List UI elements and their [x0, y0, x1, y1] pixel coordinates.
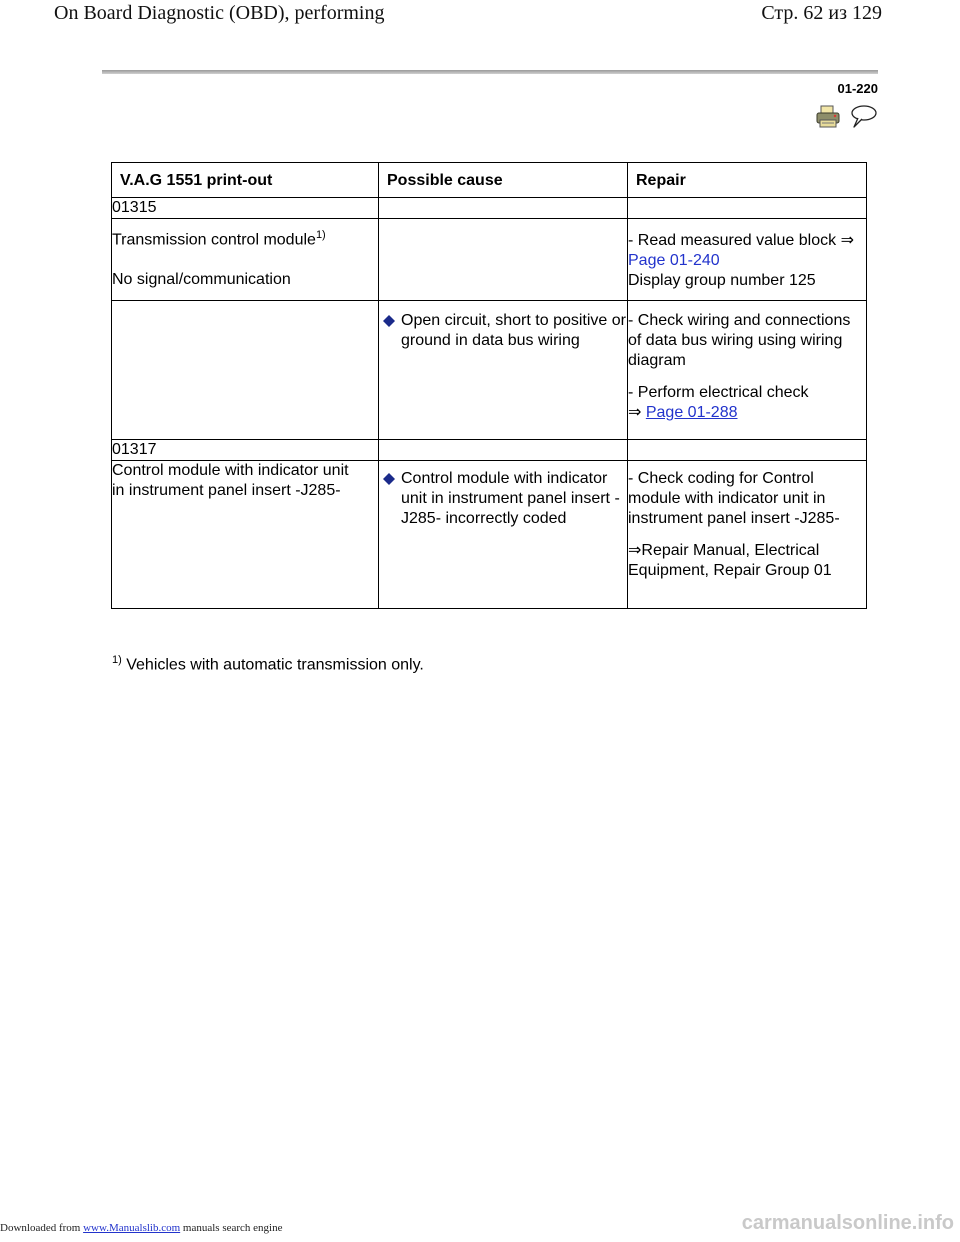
- page-link[interactable]: Page 01-240: [628, 252, 720, 269]
- repair-cell: [628, 301, 867, 440]
- repair-text: - Perform electrical check: [628, 384, 809, 401]
- table-row: [112, 198, 867, 219]
- fault-code-text: 01315: [112, 199, 157, 216]
- download-footer: [0, 1222, 282, 1234]
- diamond-bullet-icon: [383, 473, 395, 485]
- table-row: [112, 219, 867, 301]
- footnote-text: Vehicles with automatic transmission only.: [126, 656, 424, 674]
- footer-text: manuals search engine: [180, 1222, 283, 1234]
- footnote-marker: 1): [112, 654, 122, 666]
- printer-icon[interactable]: [814, 104, 842, 130]
- table-header-row: [112, 163, 867, 198]
- fault-code-table: [111, 162, 867, 609]
- watermark: carmanualsonline.info: [741, 1212, 954, 1234]
- cause-cell: [379, 301, 628, 440]
- fault-description-detail: No signal/communication: [112, 271, 291, 289]
- page-header-title: On Board Diagnostic (OBD), performing: [54, 2, 385, 24]
- repair-reference: Repair Manual, Electrical Equipment, Repair Group 01: [628, 542, 832, 579]
- fault-code: [112, 440, 379, 461]
- empty-cell: [628, 440, 867, 461]
- column-header: Possible cause: [379, 163, 628, 198]
- repair-text: - Check coding for Control module with indicator unit in instrument panel insert -J285-: [628, 470, 840, 527]
- empty-cell: [379, 198, 628, 219]
- empty-cell: [379, 219, 628, 301]
- table-row: [112, 440, 867, 461]
- fault-description-text: Transmission control module: [112, 231, 316, 249]
- cause-text: Control module with indicator unit in instrument panel insert -J285- incorrectly coded: [401, 470, 620, 527]
- document-id: 01-220: [837, 81, 878, 96]
- footnote: [112, 650, 424, 675]
- fault-code: [112, 198, 379, 219]
- cause-cell: [379, 461, 628, 609]
- repair-text: - Check wiring and connections of data bus wiring using wiring diagram: [628, 312, 851, 369]
- arrow-icon: ⇒: [840, 232, 854, 249]
- table-row: [112, 461, 867, 609]
- header-rule: [102, 70, 878, 74]
- fault-code-text: 01317: [112, 441, 157, 458]
- column-header: Repair: [628, 163, 867, 198]
- empty-cell: [628, 198, 867, 219]
- diamond-bullet-icon: [383, 315, 395, 327]
- column-header: V.A.G 1551 print-out: [112, 163, 379, 198]
- footnote-marker: 1): [315, 229, 326, 241]
- empty-cell: [112, 301, 379, 440]
- speech-bubble-icon[interactable]: [848, 104, 876, 130]
- page-link[interactable]: Page 01-288: [645, 404, 738, 421]
- manualslib-link[interactable]: www.Manualslib.com: [83, 1222, 181, 1234]
- arrow-icon: ⇒: [628, 542, 642, 559]
- empty-cell: [379, 440, 628, 461]
- fault-description-text: Control module with indicator unit in instrument panel insert -J285-: [112, 462, 349, 499]
- fault-description: [112, 219, 379, 301]
- repair-cell: [628, 219, 867, 301]
- repair-cell: [628, 461, 867, 609]
- table-row: [112, 301, 867, 440]
- page-counter: Стр. 62 из 129: [761, 2, 882, 24]
- repair-text: Display group number 125: [628, 272, 816, 289]
- toolbar-icons: [814, 104, 884, 130]
- cause-text: Open circuit, short to positive or ground in data bus wiring: [401, 312, 626, 349]
- arrow-icon: ⇒: [628, 404, 642, 421]
- footer-text: Downloaded from: [0, 1222, 84, 1234]
- repair-text: - Read measured value block: [628, 232, 841, 249]
- fault-description: [112, 461, 379, 609]
